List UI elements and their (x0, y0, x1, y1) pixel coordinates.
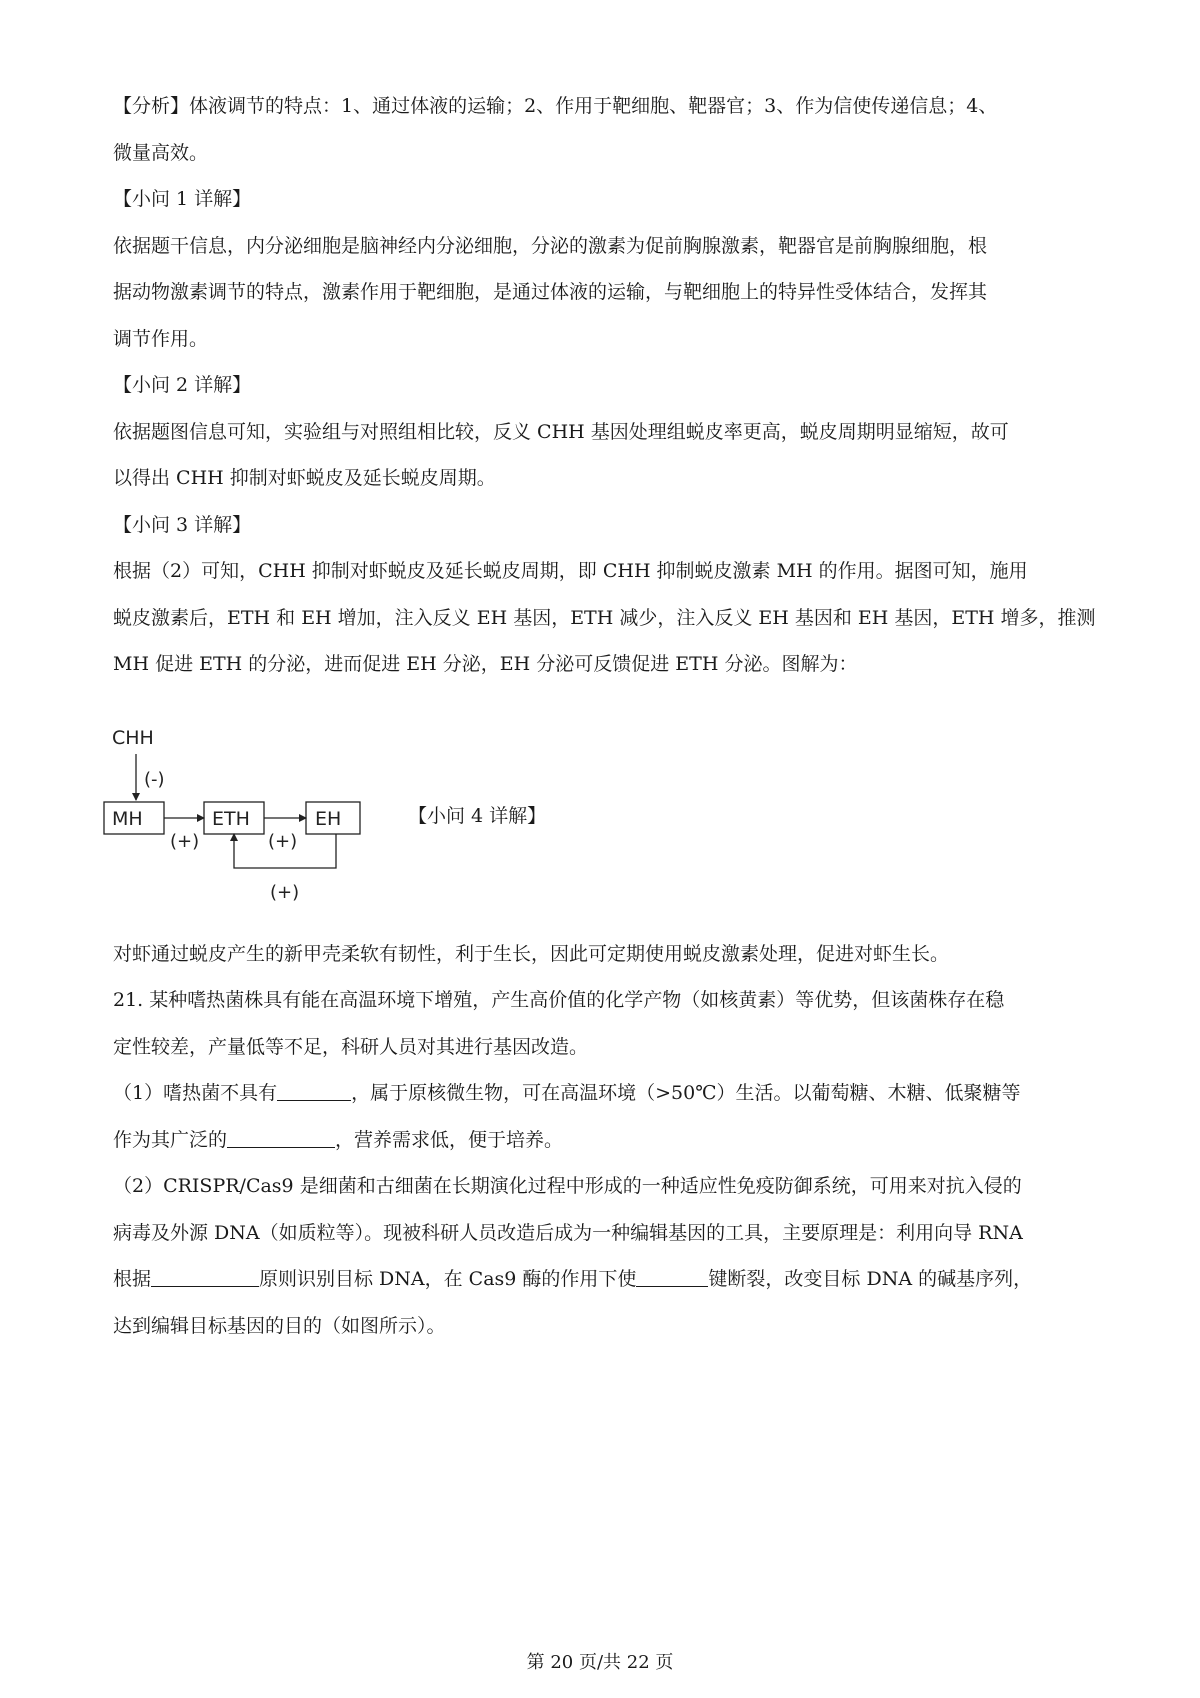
part-2-text-b: 原则识别目标 DNA，在 Cas9 酶的作用下使 (259, 1268, 637, 1290)
eth-eh-positive-sign: (+) (268, 831, 298, 852)
mh-label: MH (112, 808, 143, 830)
page-footer: 第 20 页/共 22 页 (526, 1652, 674, 1673)
question-21-part-2-line-1: （2）CRISPR/Cas9 是细菌和古细菌在长期演化过程中形成的一种适应性免疫防御系统，可用来对抗入侵的 (113, 1175, 1022, 1197)
subq2-heading: 【小问 2 详解】 (113, 374, 252, 396)
part-1-text-d: ，营养需求低，便于培养。 (335, 1129, 564, 1151)
part-1-text-c: 作为其广泛的 (113, 1129, 228, 1151)
subq4-line-1: 对虾通过蜕皮产生的新甲壳柔软有韧性，利于生长，因此可定期使用蜕皮激素处理，促进对虾生长。 (113, 943, 950, 965)
question-21-part-1-line-1 (113, 1079, 1098, 1107)
analysis-line-1: 【分析】体液调节的特点：1、通过体液的运输；2、作用于靶细胞、靶器官；3、作为信使传递信息；4、 (113, 95, 998, 117)
question-21-part-2-line-4: 达到编辑目标基因的目的（如图所示）。 (113, 1315, 446, 1337)
subq2-line-2: 以得出 CHH 抑制对虾蜕皮及延长蜕皮周期。 (113, 467, 496, 489)
subq1-line-1: 依据题干信息，内分泌细胞是脑神经内分泌细胞，分泌的激素为促前胸腺激素，靶器官是前胸腺细胞，根 (113, 235, 988, 257)
question-21-part-2-line-2: 病毒及外源 DNA（如质粒等）。现被科研人员改造后成为一种编辑基因的工具，主要原理是：利用向导 RNA (113, 1222, 1023, 1244)
subq1-heading: 【小问 1 详解】 (113, 188, 252, 210)
answer-blank-2[interactable] (227, 1127, 335, 1148)
subq3-line-1: 根据（2）可知，CHH 抑制对虾蜕皮及延长蜕皮周期，即 CHH 抑制蜕皮激素 MH 的作用。据图可知，施用 (113, 560, 1028, 582)
feedback-positive-sign: (+) (270, 882, 300, 903)
eth-label: ETH (212, 808, 250, 830)
mh-eth-positive-sign: (+) (170, 831, 200, 852)
subq3-line-2: 蜕皮激素后，ETH 和 EH 增加，注入反义 EH 基因，ETH 减少，注入反义 EH 基因和 EH 基因，ETH 增多，推测 (113, 607, 1096, 629)
subq3-heading: 【小问 3 详解】 (113, 514, 252, 536)
answer-blank-3[interactable] (151, 1266, 259, 1287)
answer-blank-1[interactable] (277, 1080, 351, 1101)
chh-label: CHH (112, 727, 154, 749)
part-2-text-c: 键断裂，改变目标 DNA 的碱基序列， (708, 1268, 1033, 1290)
eh-label: EH (315, 808, 342, 830)
subq4-heading: 【小问 4 详解】 (408, 805, 547, 827)
chh-negative-sign: (-) (144, 769, 165, 790)
analysis-line-2: 微量高效。 (113, 142, 209, 164)
question-21-line-1: 21. 某种嗜热菌株具有能在高温环境下增殖，产生高价值的化学产物（如核黄素）等优势，但该菌株存在稳 (113, 989, 1005, 1011)
subq1-line-3: 调节作用。 (113, 328, 209, 350)
answer-blank-4[interactable] (636, 1266, 708, 1287)
subq1-line-2: 据动物激素调节的特点，激素作用于靶细胞，是通过体液的运输，与靶细胞上的特异性受体结合，发挥其 (113, 281, 988, 303)
subq3-line-3: MH 促进 ETH 的分泌，进而促进 EH 分泌，EH 分泌可反馈促进 ETH 分泌。图解为： (113, 653, 858, 675)
question-21-part-2-line-3 (113, 1265, 1098, 1293)
part-1-text-b: ，属于原核微生物，可在高温环境（>50℃）生活。以葡萄糖、木糖、低聚糖等 (351, 1082, 1021, 1104)
part-1-text-a: （1）嗜热菌不具有 (113, 1082, 278, 1104)
subq2-line-1: 依据题图信息可知，实验组与对照组相比较，反义 CHH 基因处理组蜕皮率更高，蜕皮周期明显缩短，故可 (113, 421, 1009, 443)
question-21-part-1-line-2 (113, 1126, 1098, 1154)
part-2-text-a: 根据 (113, 1268, 152, 1290)
question-21-line-2: 定性较差，产量低等不足，科研人员对其进行基因改造。 (113, 1036, 589, 1058)
